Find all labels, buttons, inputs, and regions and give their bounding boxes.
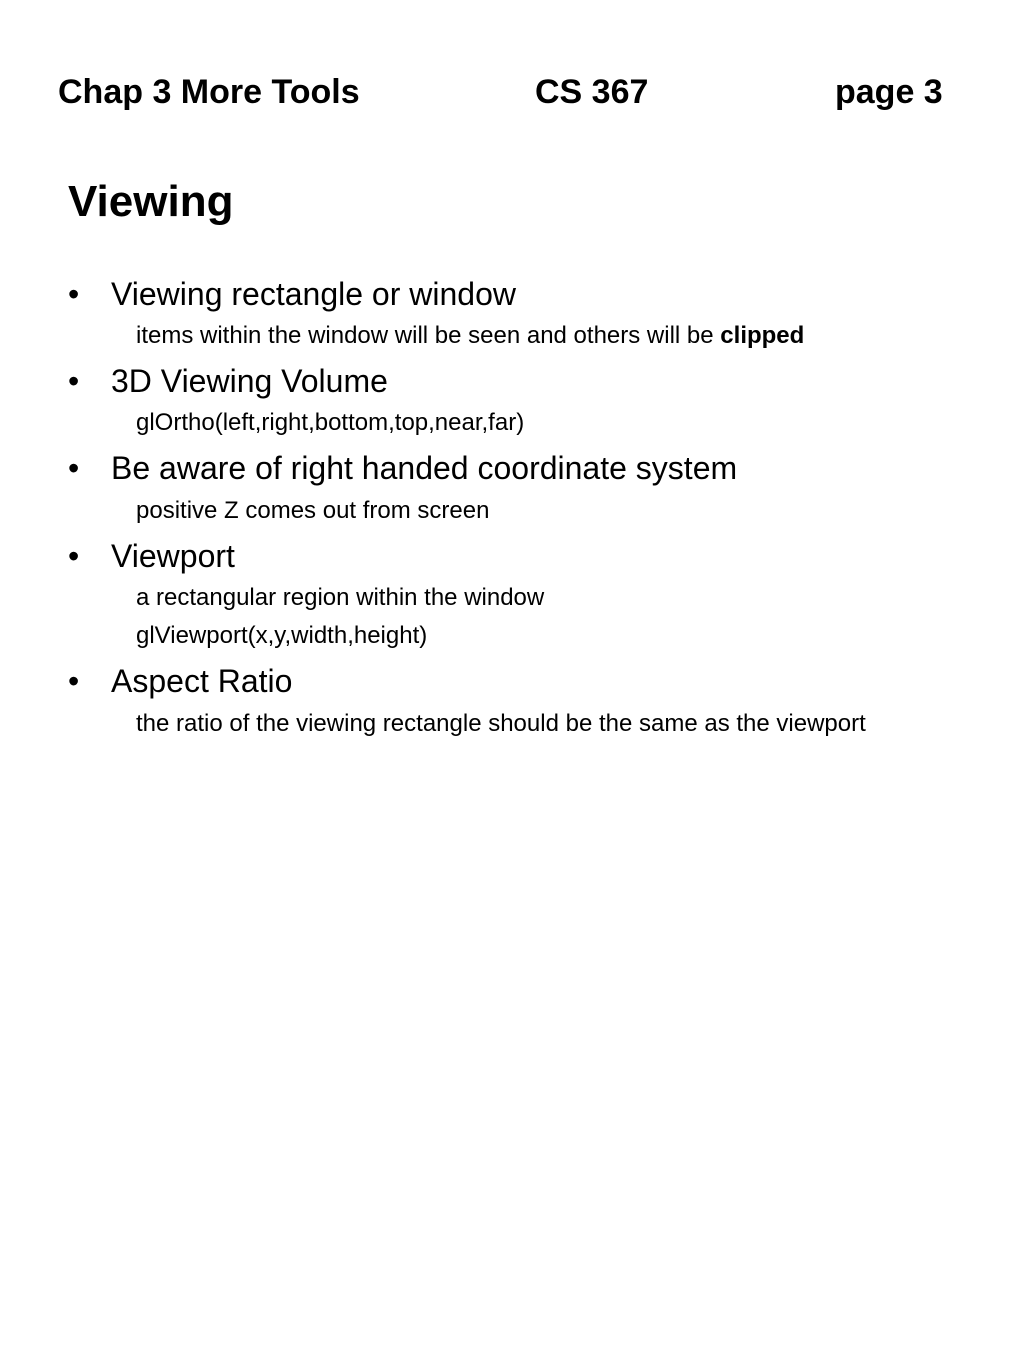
sub-item [136, 583, 544, 613]
bullet-dot: • [68, 538, 80, 574]
sub-item [136, 496, 489, 526]
sub-text: a rectangular region within the window [136, 584, 545, 611]
bullet-item-aspect-ratio [68, 661, 292, 701]
bullet-text: Viewport [111, 538, 235, 574]
sub-item [136, 408, 524, 438]
header-page-number: page 3 [835, 73, 943, 111]
bullet-item-3d-viewing-volume [68, 361, 388, 401]
sub-text: items within the window will be seen and others will be [136, 322, 721, 349]
sub-text-bold: clipped [720, 322, 805, 349]
sub-text: glOrtho(left,right,bottom,top,near,far) [136, 409, 525, 436]
sub-item [136, 321, 804, 351]
sub-text: positive Z comes out from screen [136, 497, 490, 524]
bullet-item-viewport [68, 536, 235, 576]
sub-item [136, 709, 866, 739]
bullet-dot: • [68, 363, 80, 399]
bullet-dot: • [68, 276, 80, 312]
bullet-text: 3D Viewing Volume [111, 363, 388, 399]
bullet-text: Be aware of right handed coordinate system [111, 450, 738, 486]
bullet-dot: • [68, 450, 80, 486]
page-title: Viewing [68, 177, 234, 226]
bullet-dot: • [68, 663, 80, 699]
header-chapter-title: Chap 3 More Tools [58, 73, 360, 111]
sub-item [136, 621, 427, 651]
bullet-item-coordinate-system [68, 448, 737, 488]
bullet-item-viewing-rectangle [68, 274, 516, 314]
header-course-code: CS 367 [535, 73, 649, 111]
sub-text: the ratio of the viewing rectangle should be the same as the viewport [136, 710, 866, 737]
bullet-text: Viewing rectangle or window [111, 276, 516, 312]
sub-text: glViewport(x,y,width,height) [136, 622, 428, 649]
bullet-text: Aspect Ratio [111, 663, 293, 699]
